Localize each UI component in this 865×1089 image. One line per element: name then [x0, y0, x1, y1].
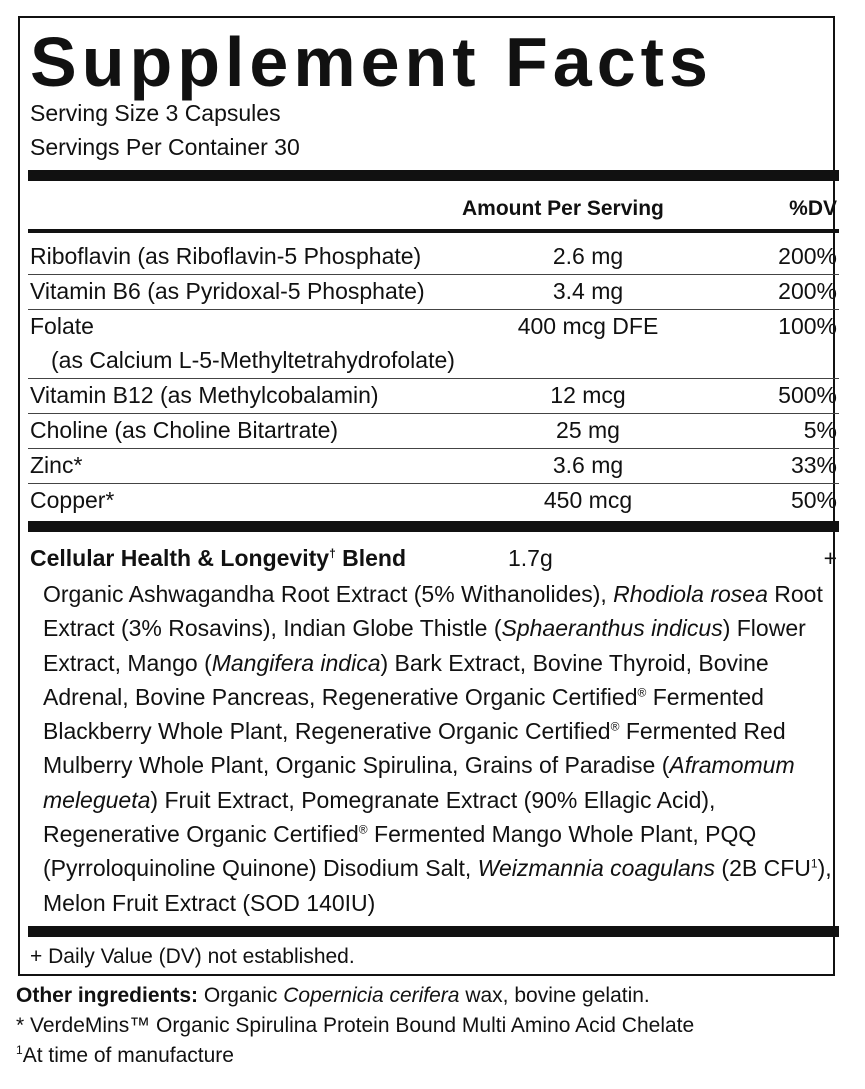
other-ingredients-label: Other ingredients:: [16, 984, 199, 1007]
thick-divider-blend: [28, 521, 839, 532]
nutrient-name: Vitamin B6 (as Pyridoxal-5 Phosphate): [30, 278, 425, 304]
dv-footnote: + Daily Value (DV) not established.: [30, 945, 355, 968]
supplement-facts-panel: [18, 16, 835, 976]
verdemins-note: * VerdeMins™ Organic Spirulina Protein Bound Multi Amino Acid Chelate: [16, 1014, 695, 1037]
header-amount: Amount Per Serving: [462, 197, 664, 220]
ingredient-line: Adrenal, Bovine Pancreas, Regenerative Organic Certified® Fermented: [43, 683, 764, 710]
serving-size: Serving Size 3 Capsules: [30, 100, 281, 126]
ingredient-line: Blackberry Whole Plant, Regenerative Organic Certified® Fermented Red: [43, 718, 786, 745]
nutrient-dv: 33%: [790, 452, 837, 478]
nutrient-amount: 12 mcg: [550, 382, 626, 408]
blend-amount: 1.7g: [508, 545, 553, 571]
manufacture-note: $^1$At time of manufacture: [16, 1043, 234, 1067]
blend-ingredients: [43, 577, 833, 920]
ingredient-line: Mulberry Whole Plant, Organic Spirulina, Grains of Paradise (Aframomum: [43, 752, 795, 779]
panel-title: Supplement Facts: [30, 23, 713, 101]
row-divider: [28, 378, 839, 379]
nutrient-amount: 3.4 mg: [552, 278, 624, 304]
nutrient-amount: 3.6 mg: [552, 452, 624, 478]
thick-divider-top: [28, 170, 839, 181]
ingredient-line: Regenerative Organic Certified® Fermented Mango Whole Plant, PQQ: [43, 821, 757, 848]
ingredient-line: Extract, Mango (Mangifera indica) Bark Extract, Bovine Thyroid, Bovine: [43, 649, 769, 676]
nutrient-dv: 200%: [778, 243, 837, 269]
row-divider: [28, 309, 839, 310]
nutrient-amount: 450 mcg: [543, 487, 633, 513]
nutrient-name: Riboflavin (as Riboflavin-5 Phosphate): [30, 243, 422, 269]
blend-dv: +: [823, 545, 837, 571]
header-dv: %DV: [789, 197, 837, 220]
nutrient-amount: 400 mcg DFE: [517, 313, 659, 339]
row-divider: [28, 483, 839, 484]
nutrient-dv: 100%: [778, 313, 837, 339]
ingredient-line: Melon Fruit Extract (SOD 140IU): [43, 889, 376, 916]
nutrient-name: Choline (as Choline Bitartrate): [30, 417, 339, 443]
nutrient-name: Vitamin B12 (as Methylcobalamin): [30, 382, 379, 408]
ingredient-line: melegueta) Fruit Extract, Pomegranate Extract (90% Ellagic Acid),: [43, 786, 716, 813]
other-ingredients: Other ingredients: Organic Copernicia cerifera wax, bovine gelatin.: [16, 984, 650, 1007]
nutrient-name: Zinc*: [30, 452, 83, 478]
nutrient-name: Copper*: [30, 487, 115, 513]
row-divider: [28, 413, 839, 414]
nutrient-amount: 2.6 mg: [552, 243, 624, 269]
nutrient-name: Folate: [30, 313, 94, 339]
nutrient-dv: 50%: [790, 487, 837, 513]
nutrient-dv: 5%: [803, 417, 837, 443]
nutrient-dv: 500%: [778, 382, 837, 408]
ingredient-line: Organic Ashwagandha Root Extract (5% Withanolides), Rhodiola rosea Root: [43, 581, 823, 607]
nutrient-dv: 200%: [778, 278, 837, 304]
ingredient-line: Extract (3% Rosavins), Indian Globe Thistle (Sphaeranthus indicus) Flower: [43, 615, 806, 642]
thick-divider-bottom: [28, 926, 839, 937]
blend-name: Cellular Health & Longevity† Blend: [30, 545, 407, 571]
nutrient-amount: 25 mg: [556, 417, 620, 443]
ingredient-line: (Pyrroloquinoline Quinone) Disodium Salt, Weizmannia coagulans (2B CFU$^1$),: [43, 855, 832, 882]
dagger-mark: †: [329, 546, 336, 561]
row-divider: [28, 274, 839, 275]
servings-per-container: Servings Per Container 30: [30, 134, 300, 160]
nutrient-form: (as Calcium L-5-Methyltetrahydrofolate): [51, 347, 455, 373]
row-divider: [28, 448, 839, 449]
header-divider: [28, 229, 839, 233]
